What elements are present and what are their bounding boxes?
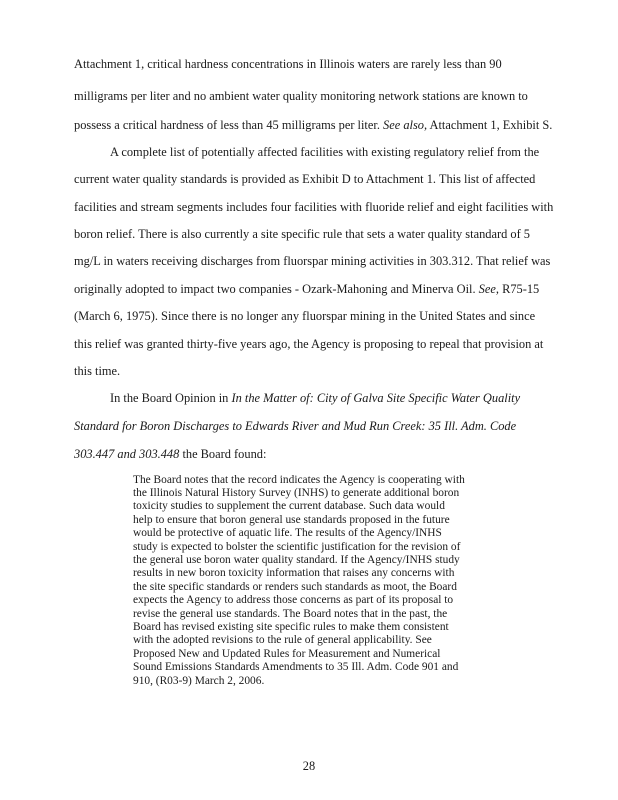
paragraph-1-line-3 (74, 118, 552, 132)
attachment-reference: Attachment 1, Exhibit S. (429, 118, 553, 132)
quote-line: toxicity studies to supplement the current database. Such data would (133, 500, 445, 512)
rulemaking-reference: R75-15 (502, 282, 540, 296)
paragraph-2-line-3: facilities and stream segments includes four facilities with fluoride relief and eight facilities with (74, 200, 554, 214)
paragraph-3-line-2 (74, 419, 516, 433)
case-citation-part-3: 303.447 and 303.448 (74, 447, 180, 461)
see-also-signal: See also, (383, 118, 428, 132)
paragraph-2-line-9: this time. (74, 364, 121, 378)
quote-line: revise the general use standards. The Board notes that in the past, the (133, 608, 448, 620)
paragraph-3-prefix: In the Board Opinion in (110, 391, 229, 405)
paragraph-1-line-1: Attachment 1, critical hardness concentrations in Illinois waters are rarely less than 90 (74, 57, 502, 71)
quote-line: with the adopted revisions to the rule of general applicability. See (133, 634, 432, 646)
paragraph-3-suffix: the Board found: (182, 447, 267, 461)
quote-line: results in new boron toxicity information that raises any concerns with (133, 567, 455, 579)
paragraph-2-line-4: boron relief. There is also currently a site specific rule that sets a water quality standard of 5 (74, 227, 530, 241)
paragraph-2-line-6-text: originally adopted to impact two companies - Ozark-Mahoning and Minerva Oil. (74, 282, 476, 296)
quote-line: the site specific standards or renders such standards as moot, the Board (133, 581, 457, 593)
page-number: 28 (302, 759, 316, 773)
quote-line: would be protective of aquatic life. The results of the Agency/INHS (133, 527, 442, 539)
quote-line: Sound Emissions Standards Amendments to 35 Ill. Adm. Code 901 and (133, 661, 459, 673)
case-citation-part-2: Standard for Boron Discharges to Edwards River and Mud Run Creek: 35 Ill. Adm. Code (74, 419, 517, 433)
paragraph-3-line-1 (110, 391, 520, 405)
paragraph-1-line-3-text: possess a critical hardness of less than 45 milligrams per liter. (74, 118, 380, 132)
paragraph-2-line-8: this relief was granted thirty-five years ago, the Agency is proposing to repeal that provision at (74, 337, 544, 351)
paragraph-2-line-7: (March 6, 1975). Since there is no longer any fluorspar mining in the United States and since (74, 309, 536, 323)
paragraph-3-line-3 (74, 447, 266, 461)
paragraph-2-line-6 (74, 282, 539, 296)
quote-line: the Illinois Natural History Survey (INHS) to generate additional boron (133, 487, 460, 499)
paragraph-1-line-2: milligrams per liter and no ambient water quality monitoring network stations are known to (74, 89, 528, 103)
quote-line: 910, (R03-9) March 2, 2006. (133, 675, 265, 687)
quote-line: The Board notes that the record indicates the Agency is cooperating with (133, 474, 465, 486)
quote-line: Board has revised existing site specific rules to make them consistent (133, 621, 449, 633)
quote-line: help to ensure that boron general use standards proposed in the future (133, 514, 450, 526)
quote-line: expects the Agency to address those concerns as part of its proposal to (133, 594, 454, 606)
case-citation-part-1: In the Matter of: City of Galva Site Specific Water Quality (231, 391, 521, 405)
quote-line: Proposed New and Updated Rules for Measurement and Numerical (133, 648, 441, 660)
see-signal: See, (478, 282, 499, 296)
paragraph-2-line-1: A complete list of potentially affected facilities with existing regulatory relief from the (110, 145, 540, 159)
paragraph-2-line-2: current water quality standards is provided as Exhibit D to Attachment 1. This list of affected (74, 172, 536, 186)
quote-line: the general use boron water quality standard. If the Agency/INHS study (133, 554, 460, 566)
paragraph-2-line-5: mg/L in waters receiving discharges from fluorspar mining activities in 303.312. That relief was (74, 254, 551, 268)
quote-line: study is expected to bolster the scientific justification for the revision of (133, 541, 461, 553)
